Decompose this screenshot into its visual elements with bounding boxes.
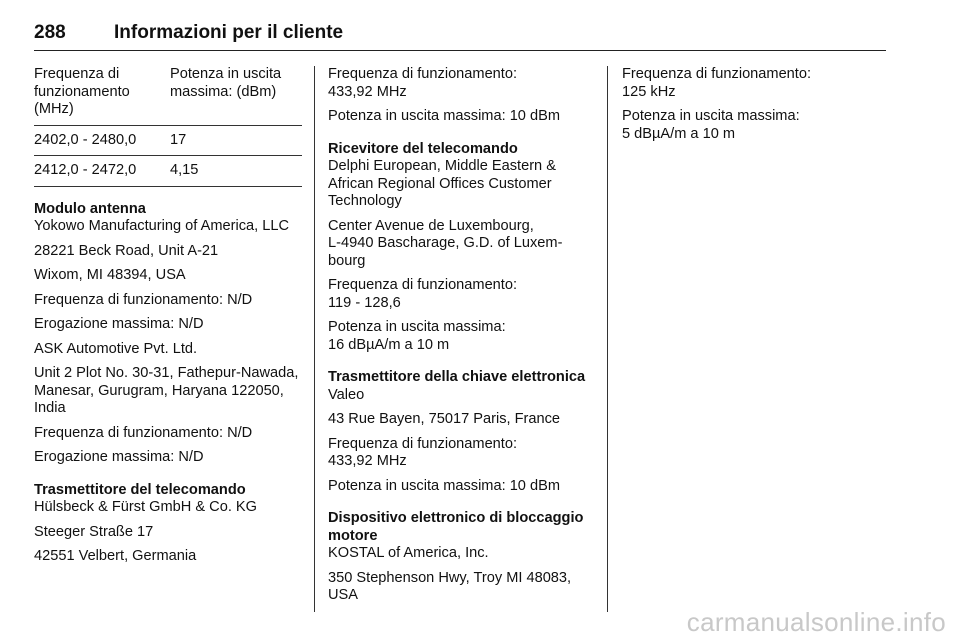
address-line: Center Avenue de Luxembourg, bbox=[328, 217, 534, 234]
paragraph: KOSTAL of America, Inc. bbox=[328, 545, 489, 561]
table-header-row bbox=[34, 66, 302, 126]
table-row bbox=[34, 126, 302, 157]
paragraph bbox=[328, 66, 596, 101]
label-frequency: Frequenza di funzionamento: bbox=[622, 66, 812, 82]
paragraph: 28221 Beck Road, Unit A-21 bbox=[34, 242, 219, 259]
paragraph: Yokowo Manufacturing of America, LLC bbox=[34, 218, 289, 234]
paragraph: Unit 2 Plot No. 30-31, Fathepur-Nawada, Manesar, Gurugram, Haryana 122050, India bbox=[34, 365, 299, 416]
section-heading: Trasmettitore della chiave elettronica bbox=[328, 369, 586, 385]
page-number: 288 bbox=[34, 22, 66, 43]
section-heading: Trasmettitore del telecomando bbox=[34, 481, 246, 498]
paragraph bbox=[328, 277, 596, 312]
value-power: 16 dBµA/m a 10 m bbox=[328, 336, 450, 353]
paragraph bbox=[328, 218, 596, 271]
paragraph: Hülsbeck & Fürst GmbH & Co. KG bbox=[34, 499, 258, 515]
table-header-power: Potenza in uscita massima: (dBm) bbox=[170, 66, 282, 100]
label-frequency: Frequenza di funzionamento: bbox=[328, 277, 518, 293]
section-remote-transmitter bbox=[34, 482, 302, 566]
section-heading: Modulo antenna bbox=[34, 200, 146, 217]
label-power: Potenza in uscita massima: bbox=[328, 319, 506, 335]
watermark: carmanualsonline.info bbox=[686, 607, 946, 637]
column-middle bbox=[328, 66, 596, 612]
address-line: L-4940 Bascharage, G.D. of Luxem-bourg bbox=[328, 235, 563, 269]
paragraph: Valeo bbox=[328, 386, 365, 403]
paragraph bbox=[622, 108, 890, 143]
paragraph: Potenza in uscita massima: 10 dBm bbox=[328, 477, 560, 494]
paragraph: 350 Stephenson Hwy, Troy MI 48083, USA bbox=[328, 569, 572, 603]
section-antenna-module bbox=[34, 201, 302, 467]
paragraph: ASK Automotive Pvt. Ltd. bbox=[34, 340, 198, 357]
table-cell-power: 17 bbox=[170, 131, 187, 148]
frequency-table bbox=[34, 66, 302, 187]
table-row bbox=[34, 156, 302, 187]
value-frequency: 125 kHz bbox=[622, 83, 676, 100]
paragraph: 42551 Velbert, Germania bbox=[34, 548, 197, 564]
paragraph: Erogazione massima: N/D bbox=[34, 316, 204, 332]
label-power: Potenza in uscita massima: bbox=[622, 108, 800, 124]
label-frequency: Frequenza di funzionamento: bbox=[328, 435, 518, 452]
section-remote-receiver bbox=[328, 141, 596, 355]
table-cell-power: 4,15 bbox=[170, 162, 199, 178]
paragraph bbox=[328, 436, 596, 471]
paragraph bbox=[328, 319, 596, 354]
table-cell-frequency: 2412,0 - 2472,0 bbox=[34, 162, 137, 178]
value-power: 5 dBµA/m a 10 m bbox=[622, 125, 736, 142]
section-intro bbox=[328, 66, 596, 126]
paragraph: Steeger Straße 17 bbox=[34, 523, 154, 540]
paragraph: Frequenza di funzionamento: N/D bbox=[34, 291, 253, 308]
value-frequency: 433,92 MHz bbox=[328, 83, 407, 100]
value-frequency: 119 - 128,6 bbox=[328, 294, 401, 311]
column-right bbox=[622, 66, 890, 150]
section-immobilizer bbox=[328, 510, 596, 605]
paragraph: Erogazione massima: N/D bbox=[34, 449, 204, 465]
paragraph: Delphi European, Middle Eastern & African Regional Offices Customer Technology bbox=[328, 158, 556, 209]
label-frequency: Frequenza di funzionamento: bbox=[328, 66, 518, 82]
paragraph: 43 Rue Bayen, 75017 Paris, France bbox=[328, 411, 561, 427]
column-divider-1 bbox=[314, 66, 315, 612]
paragraph: Potenza in uscita massima: 10 dBm bbox=[328, 108, 560, 124]
section-key-transmitter bbox=[328, 369, 596, 495]
column-divider-2 bbox=[607, 66, 608, 612]
page-header bbox=[34, 22, 886, 51]
paragraph: Frequenza di funzionamento: N/D bbox=[34, 424, 253, 441]
section-heading: Ricevitore del telecomando bbox=[328, 140, 518, 157]
column-left bbox=[34, 66, 302, 573]
table-cell-frequency: 2402,0 - 2480,0 bbox=[34, 131, 137, 148]
value-frequency: 433,92 MHz bbox=[328, 453, 407, 469]
section-heading: Dispositivo elettronico di bloccaggio motore bbox=[328, 510, 584, 544]
paragraph bbox=[622, 66, 890, 101]
page-title: Informazioni per il cliente bbox=[114, 22, 344, 43]
table-header-frequency: Frequenza di funzionamento (MHz) bbox=[34, 66, 130, 117]
paragraph: Wixom, MI 48394, USA bbox=[34, 267, 186, 283]
